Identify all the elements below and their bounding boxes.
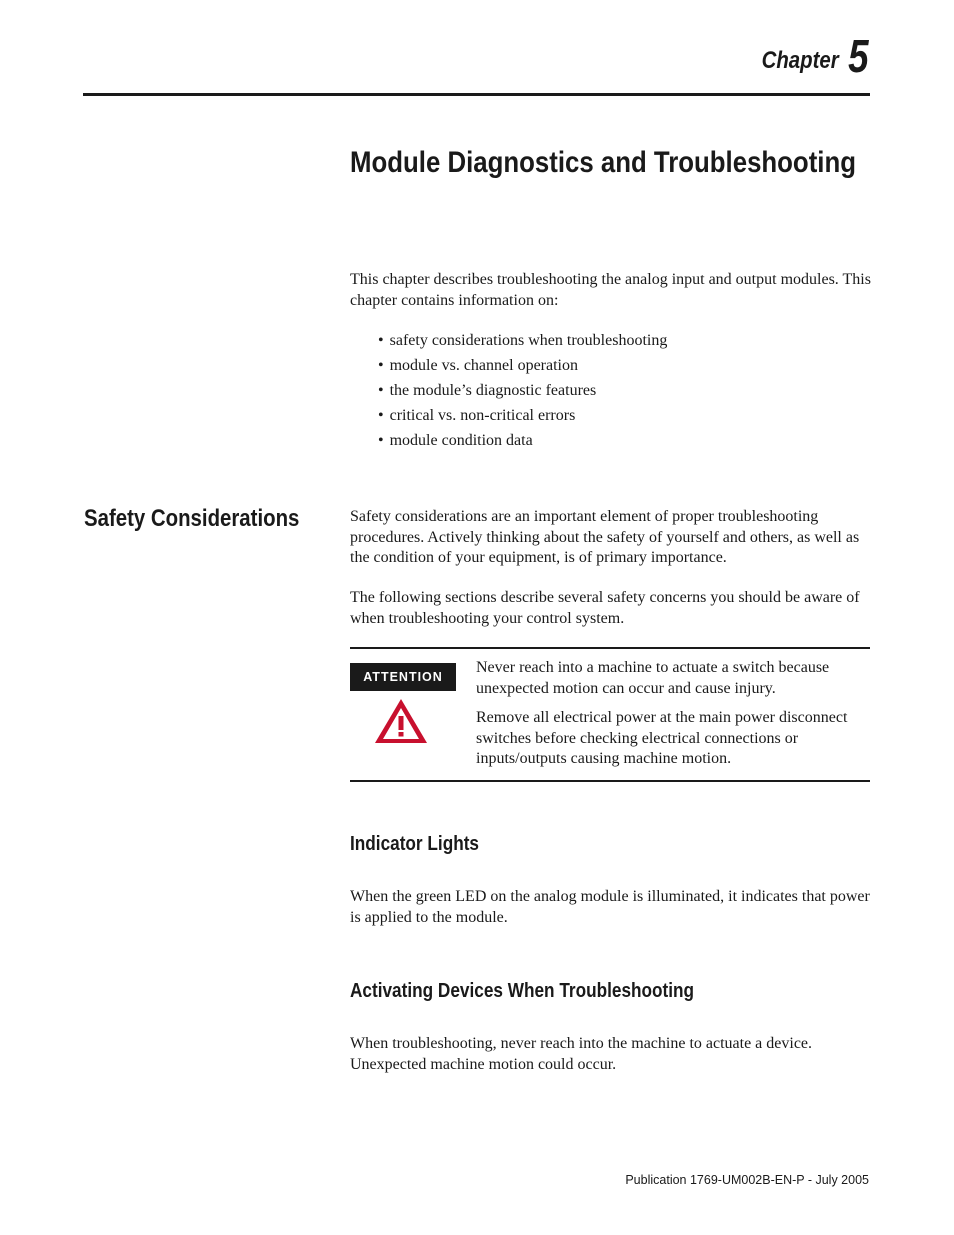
attention-rule-bottom: [350, 780, 870, 782]
list-item: • module vs. channel operation: [378, 356, 667, 381]
subsection-heading-indicator-lights: Indicator Lights: [350, 833, 479, 855]
topic-list: [378, 331, 667, 456]
warning-triangle-icon: [373, 697, 429, 745]
activating-paragraph: When troubleshooting, never reach into the machine to actuate a device. Unexpected machine motion could occur.: [350, 1035, 813, 1073]
list-item: • safety considerations when troubleshooting: [378, 331, 667, 356]
safety-paragraph-2: The following sections describe several safety concerns you should be aware of when troubleshooting your control system.: [350, 589, 860, 627]
safety-paragraph-1: Safety considerations are an important element of proper troubleshooting procedures. Actively thinking about the safety of yourself and others, as well as the condition of your equipment, is of primary importance.: [350, 508, 860, 566]
attention-paragraph-1: Never reach into a machine to actuate a switch because unexpected motion can occur and cause injury.: [476, 659, 830, 697]
list-item: • the module’s diagnostic features: [378, 381, 667, 406]
chapter-rule: [83, 93, 870, 96]
attention-paragraph-2: Remove all electrical power at the main power disconnect switches before checking electrical connections or inputs/outputs causing machine motion.: [476, 709, 848, 767]
indicator-paragraph: When the green LED on the analog module is illuminated, it indicates that power is applied to the module.: [350, 888, 870, 926]
publication-footer: Publication 1769-UM002B-EN-P - July 2005: [625, 1173, 869, 1187]
section-heading-safety: Safety Considerations: [84, 505, 300, 532]
intro-paragraph: This chapter describes troubleshooting the analog input and output modules. This chapter contains information on:: [350, 271, 871, 309]
subsection-heading-activating-devices: Activating Devices When Troubleshooting: [350, 980, 695, 1002]
chapter-number: 5: [848, 30, 869, 82]
list-item: • module condition data: [378, 431, 667, 456]
attention-badge: ATTENTION: [350, 663, 456, 691]
list-item: • critical vs. non-critical errors: [378, 406, 667, 431]
chapter-label: Chapter: [761, 47, 839, 74]
page-title: Module Diagnostics and Troubleshooting: [350, 146, 856, 179]
attention-rule-top: [350, 647, 870, 649]
